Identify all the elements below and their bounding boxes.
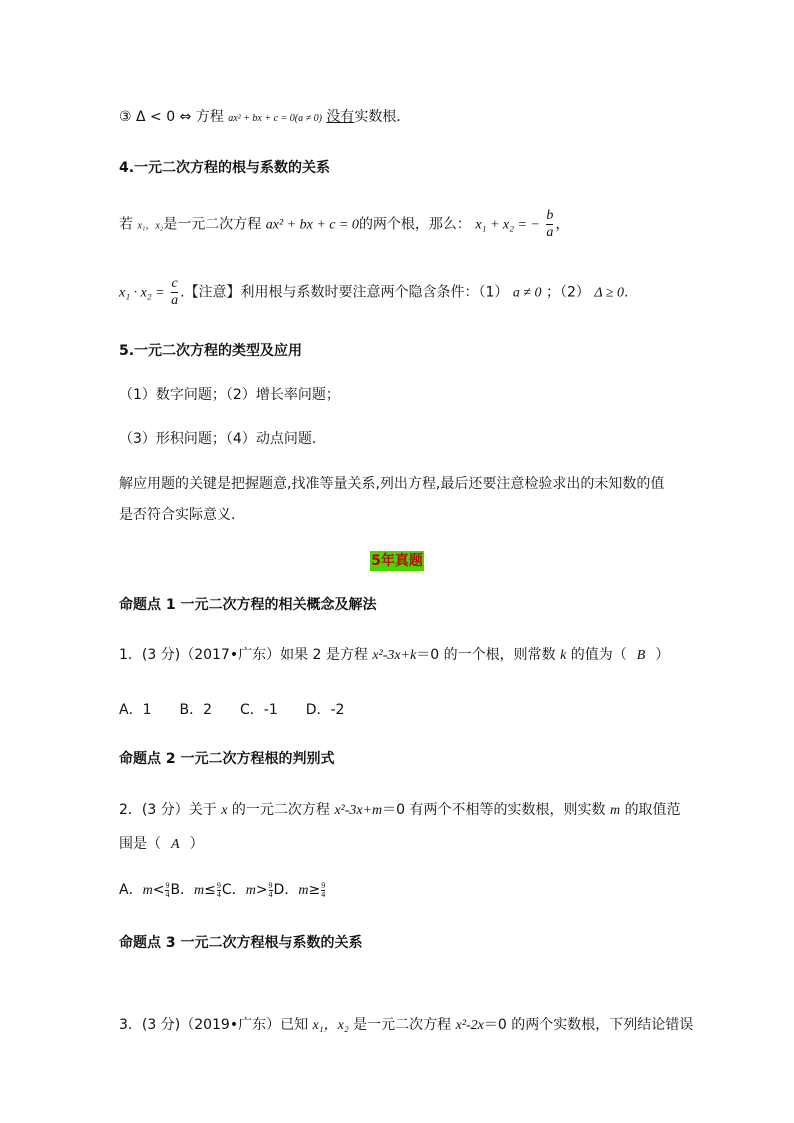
option-b-label: B．	[170, 882, 195, 898]
option-a-m: m	[142, 883, 153, 898]
option-c-m: m	[245, 883, 256, 898]
condition-text: Δ < 0 ⇔ 方程	[136, 109, 224, 125]
roots-vars: x₁，x₂	[137, 220, 164, 232]
banner-text: 5年真题	[371, 553, 423, 569]
q3-equation: x²-2x	[455, 1018, 484, 1033]
fraction-denominator: a	[546, 225, 554, 240]
q3-vars: x₁，x₂	[312, 1018, 349, 1033]
q2-equation: x²-3x+m	[334, 803, 383, 818]
fraction-b-over-a	[546, 208, 553, 241]
section-4-heading: 4.一元二次方程的根与系数的关系	[119, 160, 331, 176]
q2-mid2: ＝0 有两个不相等的实数根，则实数	[382, 802, 606, 818]
discriminant-negative-line	[119, 107, 410, 129]
q3-prefix: 3．(3 分)（2019•广东）已知	[119, 1017, 309, 1033]
topic-1-heading: 命题点 1 一元二次方程的相关概念及解法	[119, 597, 377, 613]
five-year-exam-banner	[0, 550, 794, 570]
q2-close: ）	[189, 836, 204, 852]
q2-line2: 围是（	[119, 836, 161, 852]
question-1-options: A．1 B．2 C．-1 D．-2	[119, 702, 345, 718]
q1-equation: x²-3x+k	[372, 648, 417, 663]
section-5-heading: 5.一元二次方程的类型及应用	[119, 343, 303, 359]
option-d-label: D．	[273, 882, 299, 898]
vieta-sum-line	[119, 208, 569, 241]
product-of-roots: x₁ · x₂ =	[119, 285, 165, 301]
option-b-m: m	[194, 883, 205, 898]
question-2-line-1	[119, 800, 681, 821]
q1-answer: B	[636, 648, 646, 663]
q2-mid: 的一元二次方程	[231, 802, 330, 818]
option-a-rel: <	[152, 882, 165, 898]
q2-post: 的取值范	[624, 802, 681, 818]
option-d-m: m	[298, 883, 309, 898]
vieta-product-line	[119, 276, 629, 309]
option-b-rel: ≤	[204, 882, 216, 898]
period: .	[624, 284, 629, 301]
q3-mid: 是一元二次方程	[353, 1017, 452, 1033]
application-paragraph-l2: 是否符合实际意义.	[119, 507, 236, 523]
application-types-2: （3）形积问题；（4）动点问题．	[119, 431, 326, 447]
no-root-rest: 实数根．	[354, 109, 411, 125]
q2-m: m	[609, 803, 621, 818]
application-paragraph-l1: 解应用题的关键是把握题意,找准等量关系,列出方程,最后还要注意检验求出的未知数的值	[119, 476, 665, 492]
sum-of-roots: x₁ + x₂ = −	[475, 217, 540, 233]
option-a-label: A．	[119, 882, 143, 898]
question-1	[119, 645, 669, 666]
q1-prefix: 1．(3 分)（2017•广东）如果 2 是方程	[119, 647, 368, 663]
fraction-numerator: c	[171, 276, 178, 291]
q3-post: ＝0 的两个实数根，下列结论错误	[483, 1017, 694, 1033]
q1-mid: ＝0 的一个根，则常数	[416, 647, 556, 663]
q1-post: 的值为（	[570, 647, 627, 663]
topic-2-heading: 命题点 2 一元二次方程根的判别式	[119, 751, 335, 767]
fraction-c-over-a	[171, 276, 178, 309]
circled-3-bullet: ③	[119, 109, 132, 125]
topic-3-heading: 命题点 3 一元二次方程根与系数的关系	[119, 935, 363, 951]
q1-close: ）	[655, 647, 670, 663]
option-d-fraction: $\frac{9}{4}$	[321, 880, 326, 899]
q1-k: k	[560, 648, 567, 663]
option-c-label: C．	[221, 882, 246, 898]
question-2-line-2	[119, 834, 204, 855]
condition-delta: Δ ≥ 0	[594, 285, 625, 301]
option-c-fraction: $\frac{9}{4}$	[268, 880, 273, 899]
is-quadratic-text: 是一元二次方程	[163, 216, 262, 233]
quadratic-equation: ax² + bx + c = 0(a ≠ 0)	[228, 113, 322, 124]
if-text: 若	[119, 216, 133, 233]
fraction-numerator: b	[546, 208, 554, 223]
question-3	[119, 1015, 693, 1036]
condition-sep: ；（2）	[546, 284, 590, 301]
comma: ，	[555, 216, 570, 233]
note-text: .【注意】利用根与系数时要注意两个隐含条件：（1）	[180, 284, 509, 301]
two-roots-text: 的两个根，那么：	[358, 216, 471, 233]
no-root-underlined: 没有	[326, 109, 355, 125]
quadratic-equation-2: ax² + bx + c = 0	[265, 217, 359, 233]
condition-a-nonzero: a ≠ 0	[512, 285, 542, 301]
q2-prefix: 2．(3 分）关于	[119, 802, 217, 818]
application-types-1: （1）数字问题；（2）增长率问题；	[119, 387, 340, 403]
fraction-denominator: a	[171, 293, 179, 308]
option-c-rel: >	[255, 882, 268, 898]
option-a-fraction: $\frac{9}{4}$	[165, 880, 170, 899]
q2-x: x	[221, 803, 228, 818]
option-b-fraction: $\frac{9}{4}$	[216, 880, 221, 899]
question-2-options	[119, 880, 326, 901]
q2-answer: A	[171, 837, 180, 852]
option-d-rel: ≥	[308, 882, 321, 898]
